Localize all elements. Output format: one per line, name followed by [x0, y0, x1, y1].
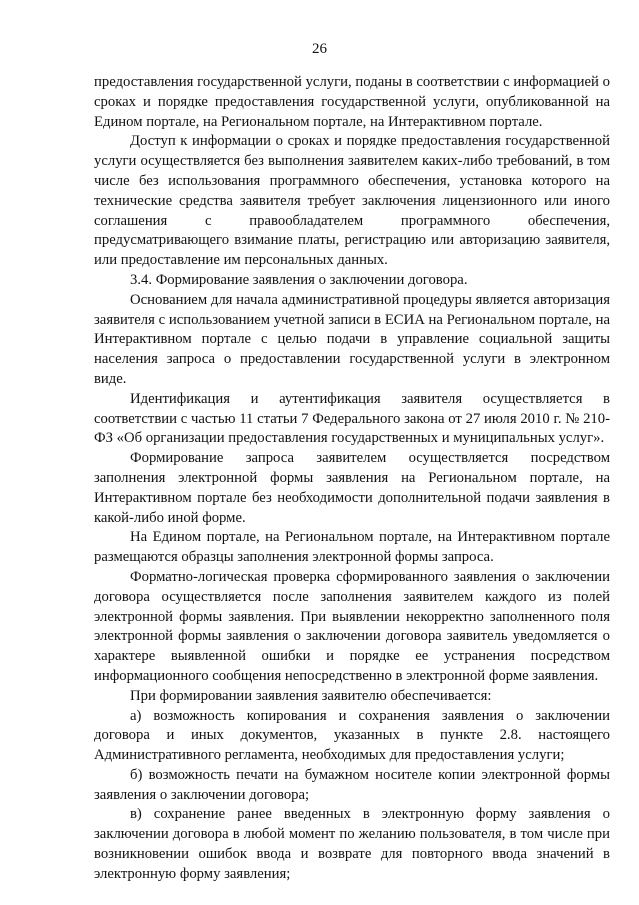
paragraph-6: Формирование запроса заявителем осуществляется посредством заполнения электронной формы заявления на Региональном портале, на Интерактивном портале без необходимости дополнительной подачи заявления в какой-либо иной форме.	[94, 450, 610, 526]
paragraph-1: предоставления государственной услуги, поданы в соответствии с информацией о сроках и порядке предоставления государственной услуги, опубликованной на Едином портале, на Региональном портале, на Интерактивном портале.	[94, 74, 610, 130]
paragraph-8: Форматно-логическая проверка сформированного заявления о заключении договора осуществляется после заполнения заявителем каждого из полей электронной формы заявления. При выявлении некорректно заполненного поля электронной формы заявления о заключении договора заявитель уведомляется о характере выявленной ошибки и порядке ее устранения посредством информационного сообщения непосредственно в электронной форме заявления.	[94, 568, 610, 684]
section-heading-3-4: 3.4. Формирование заявления о заключении договора.	[130, 271, 468, 288]
paragraph-4: Основанием для начала административной процедуры является авторизация заявителя с использованием учетной записи в ЕСИА на Региональном портале, на Интерактивном портале с целью подачи в управление социальной защиты населения запроса о предоставлении государственной услуги в электронном виде.	[94, 291, 610, 387]
page-number: 26	[312, 41, 327, 57]
paragraph-9: При формировании заявления заявителю обеспечивается:	[130, 687, 492, 704]
paragraph-2: Доступ к информации о сроках и порядке предоставления государственной услуги осуществляется без выполнения заявителем каких-либо требований, в том числе без использования программного обеспечения, установка которого на технические средства заявителя требует заключения лицензионного или иного соглашения с правообладателем программного обеспечения, предусматривающего взимание платы, регистрацию или авторизацию заявителя, или предоставление им персональных данных.	[94, 133, 610, 269]
paragraph-7: На Едином портале, на Региональном портале, на Интерактивном портале размещаются образцы заполнения электронной формы запроса.	[94, 529, 610, 566]
list-item-a: а) возможность копирования и сохранения заявления о заключении договора и иных документов, указанных в пункте 2.8. настоящего Административного регламента, необходимых для предоставления услуги;	[94, 707, 610, 764]
paragraph-5: Идентификация и аутентификация заявителя осуществляется в соответствии с частью 11 статьи 7 Федерального закона от 27 июля 2010 г. № 210-ФЗ «Об организации предоставления государственных и муниципальных услуг».	[94, 390, 610, 447]
list-item-b: б) возможность печати на бумажном носителе копии электронной формы заявления о заключении договора;	[94, 766, 610, 803]
document-body	[94, 73, 610, 885]
list-item-v: в) сохранение ранее введенных в электронную форму заявления о заключении договора в любой момент по желанию пользователя, в том числе при возникновении ошибок ввода и возврате для повторного ввода значений в электронную форму заявления;	[94, 806, 610, 882]
